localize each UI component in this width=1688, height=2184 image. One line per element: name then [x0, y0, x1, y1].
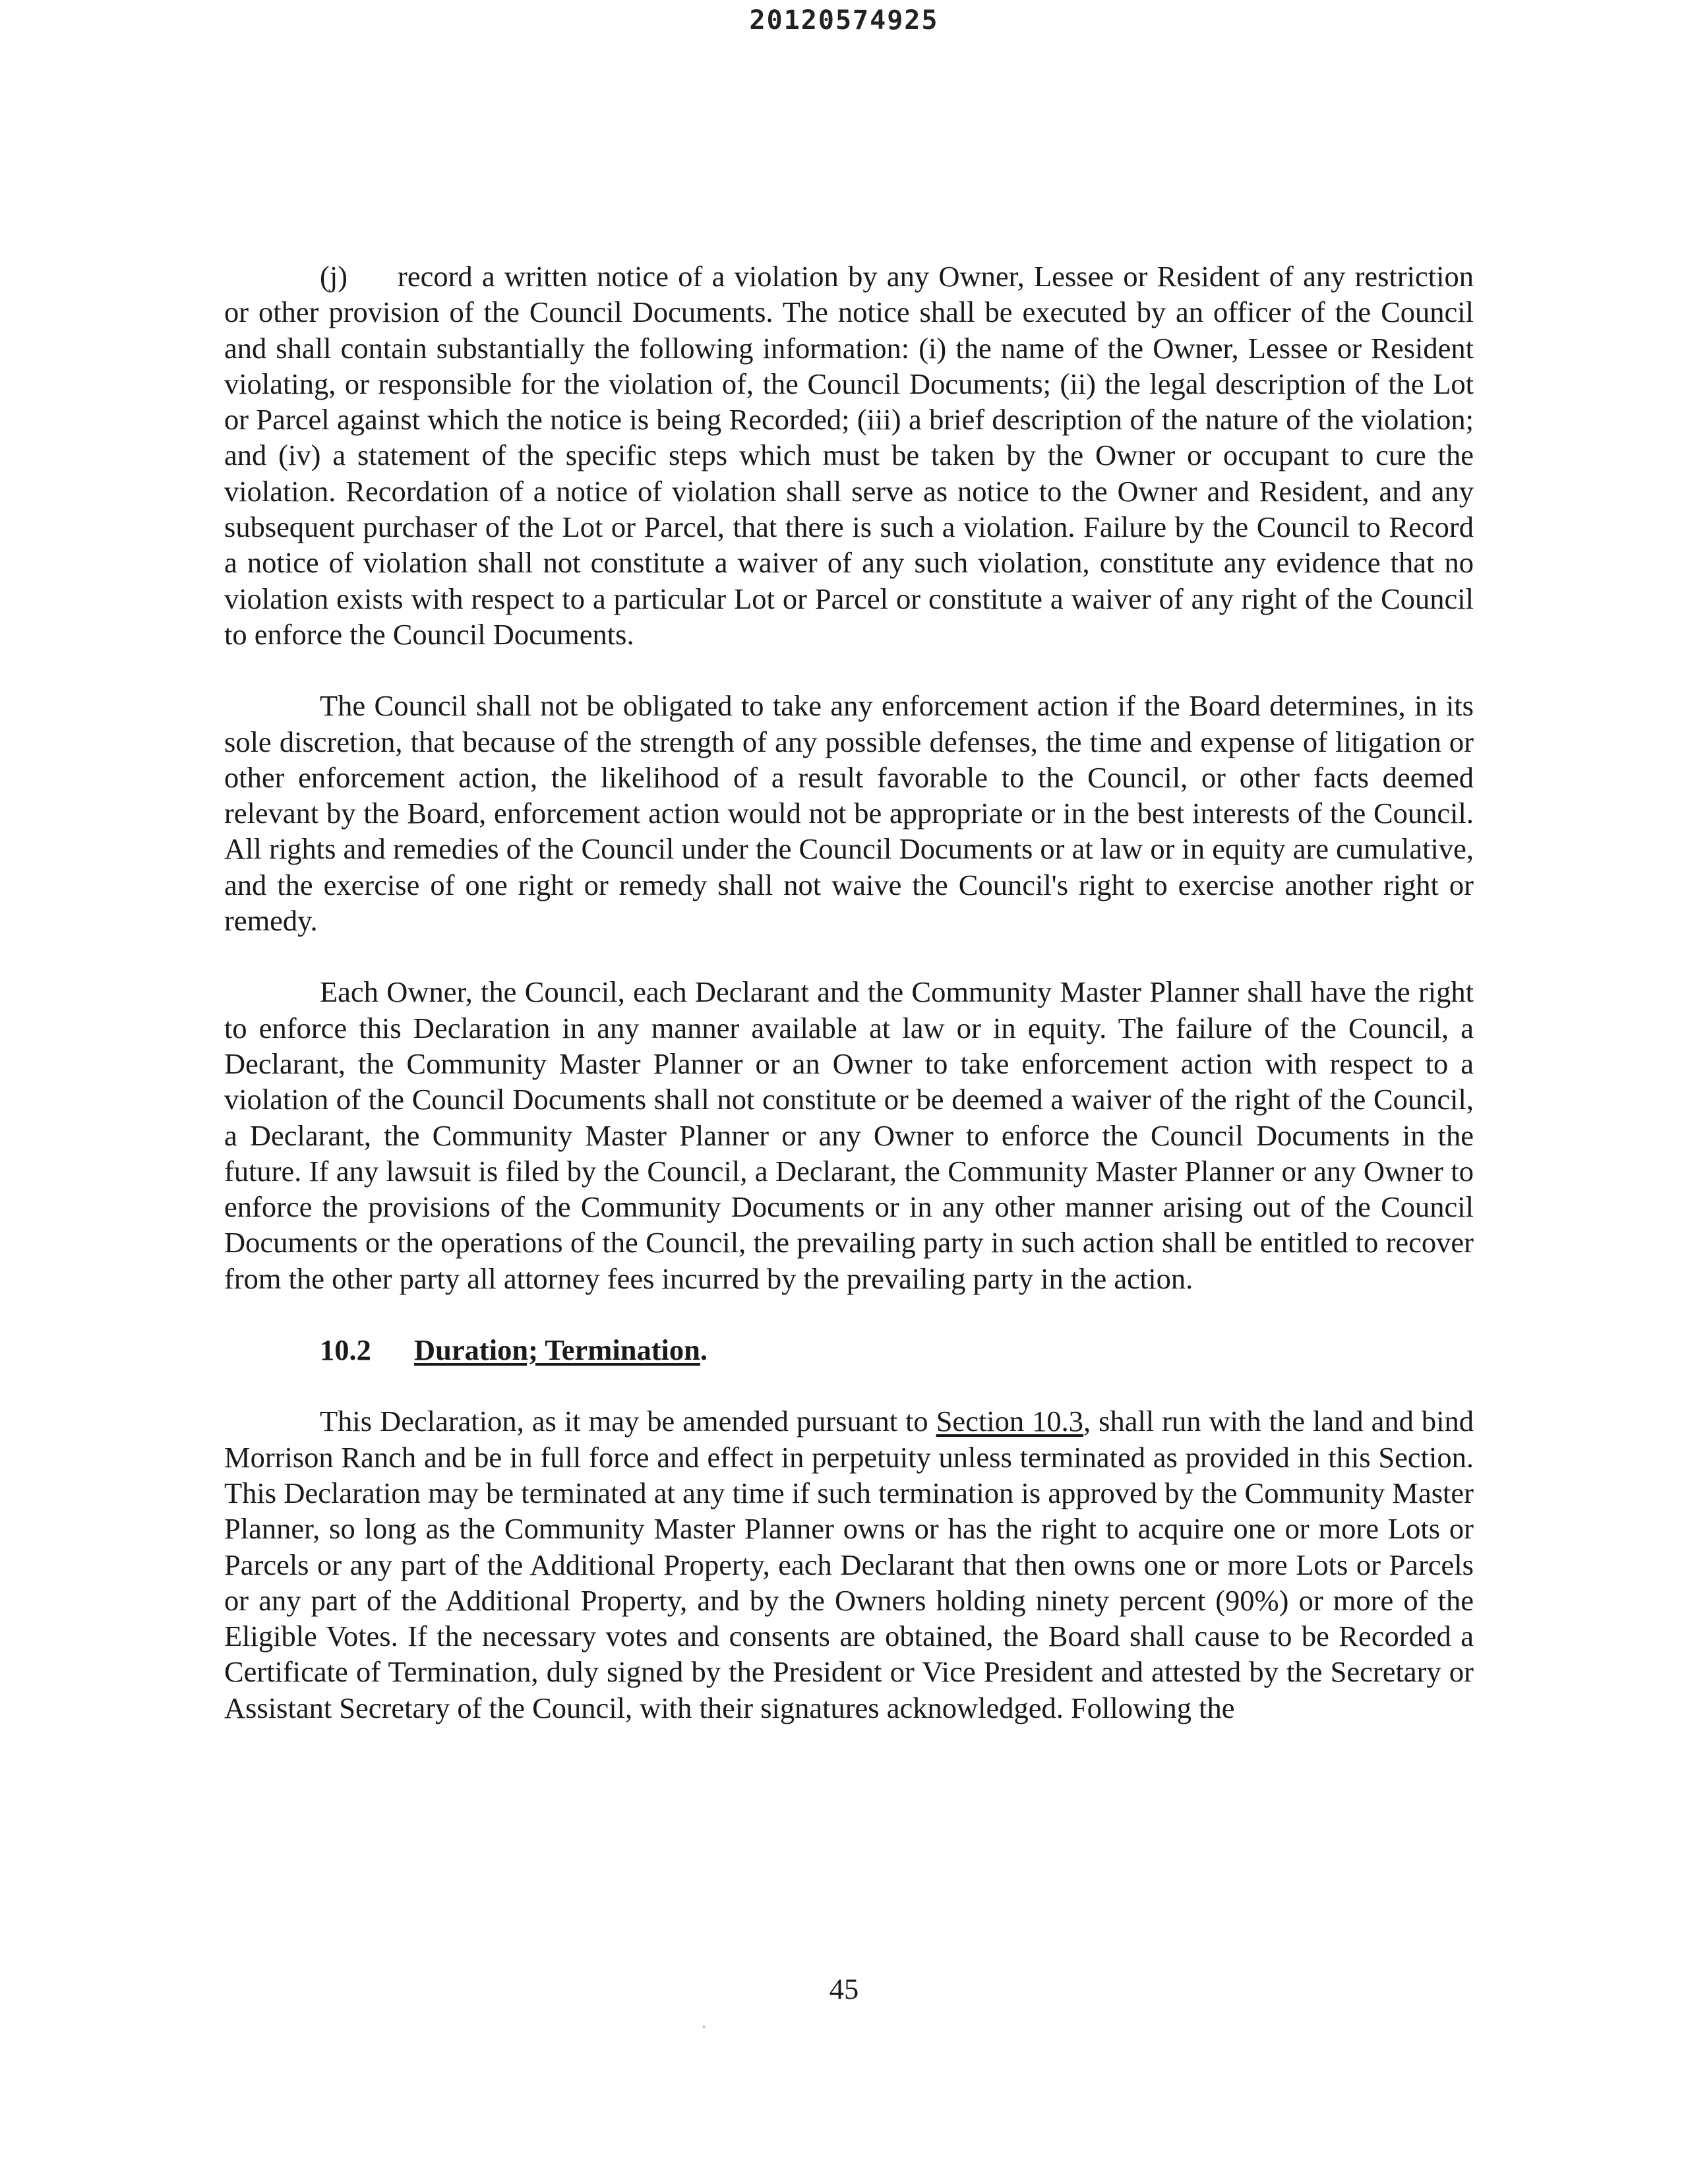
- section-heading: [224, 1332, 1474, 1368]
- scan-speck: [703, 2026, 705, 2028]
- page-body: [224, 258, 1474, 1726]
- paragraph-j-text: record a written notice of a violation by any Owner, Lessee or Resident of any restriction or other provision of the Council Documents. The notice shall be executed by an officer of the Council and shall contain substantially the following information: (i) the name of the Owner, Lessee or Resident violating, or responsible for the violation of, the Council Documents; (ii) the legal description of the Lot or Parcel against which the notice is being Recorded; (iii) a brief description of the nature of the violation; and (iv) a statement of the specific steps which must be taken by the Owner or occupant to cure the violation. Recordation of a notice of violation shall serve as notice to the Owner and Resident, and any subsequent purchaser of the Lot or Parcel, that there is such a violation. Failure by the Council to Record a notice of violation shall not constitute a waiver of any such violation, constitute any evidence that no violation exists with respect to a particular Lot or Parcel or constitute a waiver of any right of the Council to enforce the Council Documents.: [224, 260, 1474, 651]
- paragraph-j: [224, 258, 1474, 652]
- section-title-period: .: [700, 1333, 708, 1367]
- section-title: Duration; Termination: [414, 1333, 700, 1367]
- document-recording-number: 20120574925: [749, 5, 939, 36]
- section-reference-link: Section 10.3: [936, 1405, 1084, 1438]
- paragraph-duration-rest: , shall run with the land and bind Morrison Ranch and be in full force and effect in perpetuity unless terminated as provided in this Section. This Declaration may be terminated at any time if such termination is approved by the Community Master Planner, so long as the Community Master Planner owns or has the right to acquire one or more Lots or Parcels or any part of the Additional Property, each Declarant that then owns one or more Lots or Parcels or any part of the Additional Property, and by the Owners holding ninety percent (90%) or more of the Eligible Votes. If the necessary votes and consents are obtained, the Board shall cause to be Recorded a Certificate of Termination, duly signed by the President or Vice President and attested by the Secretary or Assistant Secretary of the Council, with their signatures acknowledged. Following the: [224, 1405, 1474, 1724]
- section-number: 10.2: [320, 1333, 371, 1367]
- paragraph-owner-enforcement: Each Owner, the Council, each Declarant and the Community Master Planner shall have the right to enforce this Declaration in any manner available at law or in equity. The failure of the Council, a Declarant, the Community Master Planner or an Owner to take enforcement action with respect to a violation of the Council Documents shall not constitute or be deemed a waiver of the right of the Council, a Declarant, the Community Master Planner or any Owner to enforce the Council Documents in the future. If any lawsuit is filed by the Council, a Declarant, the Community Master Planner or any Owner to enforce the provisions of the Community Documents or in any other manner arising out of the Council Documents or the operations of the Council, the prevailing party in such action shall be entitled to recover from the other party all attorney fees incurred by the prevailing party in the action.: [224, 975, 1474, 1295]
- paragraph-duration-termination: [224, 1403, 1474, 1726]
- page-number: 45: [829, 1972, 859, 2005]
- list-marker-j: (j): [320, 260, 348, 293]
- paragraph-duration-lead: This Declaration, as it may be amended pursuant to: [320, 1405, 936, 1438]
- paragraph-council-enforcement: The Council shall not be obligated to take any enforcement action if the Board determines, in its sole discretion, that because of the strength of any possible defenses, the time and expense of litigation or other enforcement action, the likelihood of a result favorable to the Council, or other facts deemed relevant by the Board, enforcement action would not be appropriate or in the best interests of the Council. All rights and remedies of the Council under the Council Documents or at law or in equity are cumulative, and the exercise of one right or remedy shall not waive the Council's right to exercise another right or remedy.: [224, 689, 1474, 938]
